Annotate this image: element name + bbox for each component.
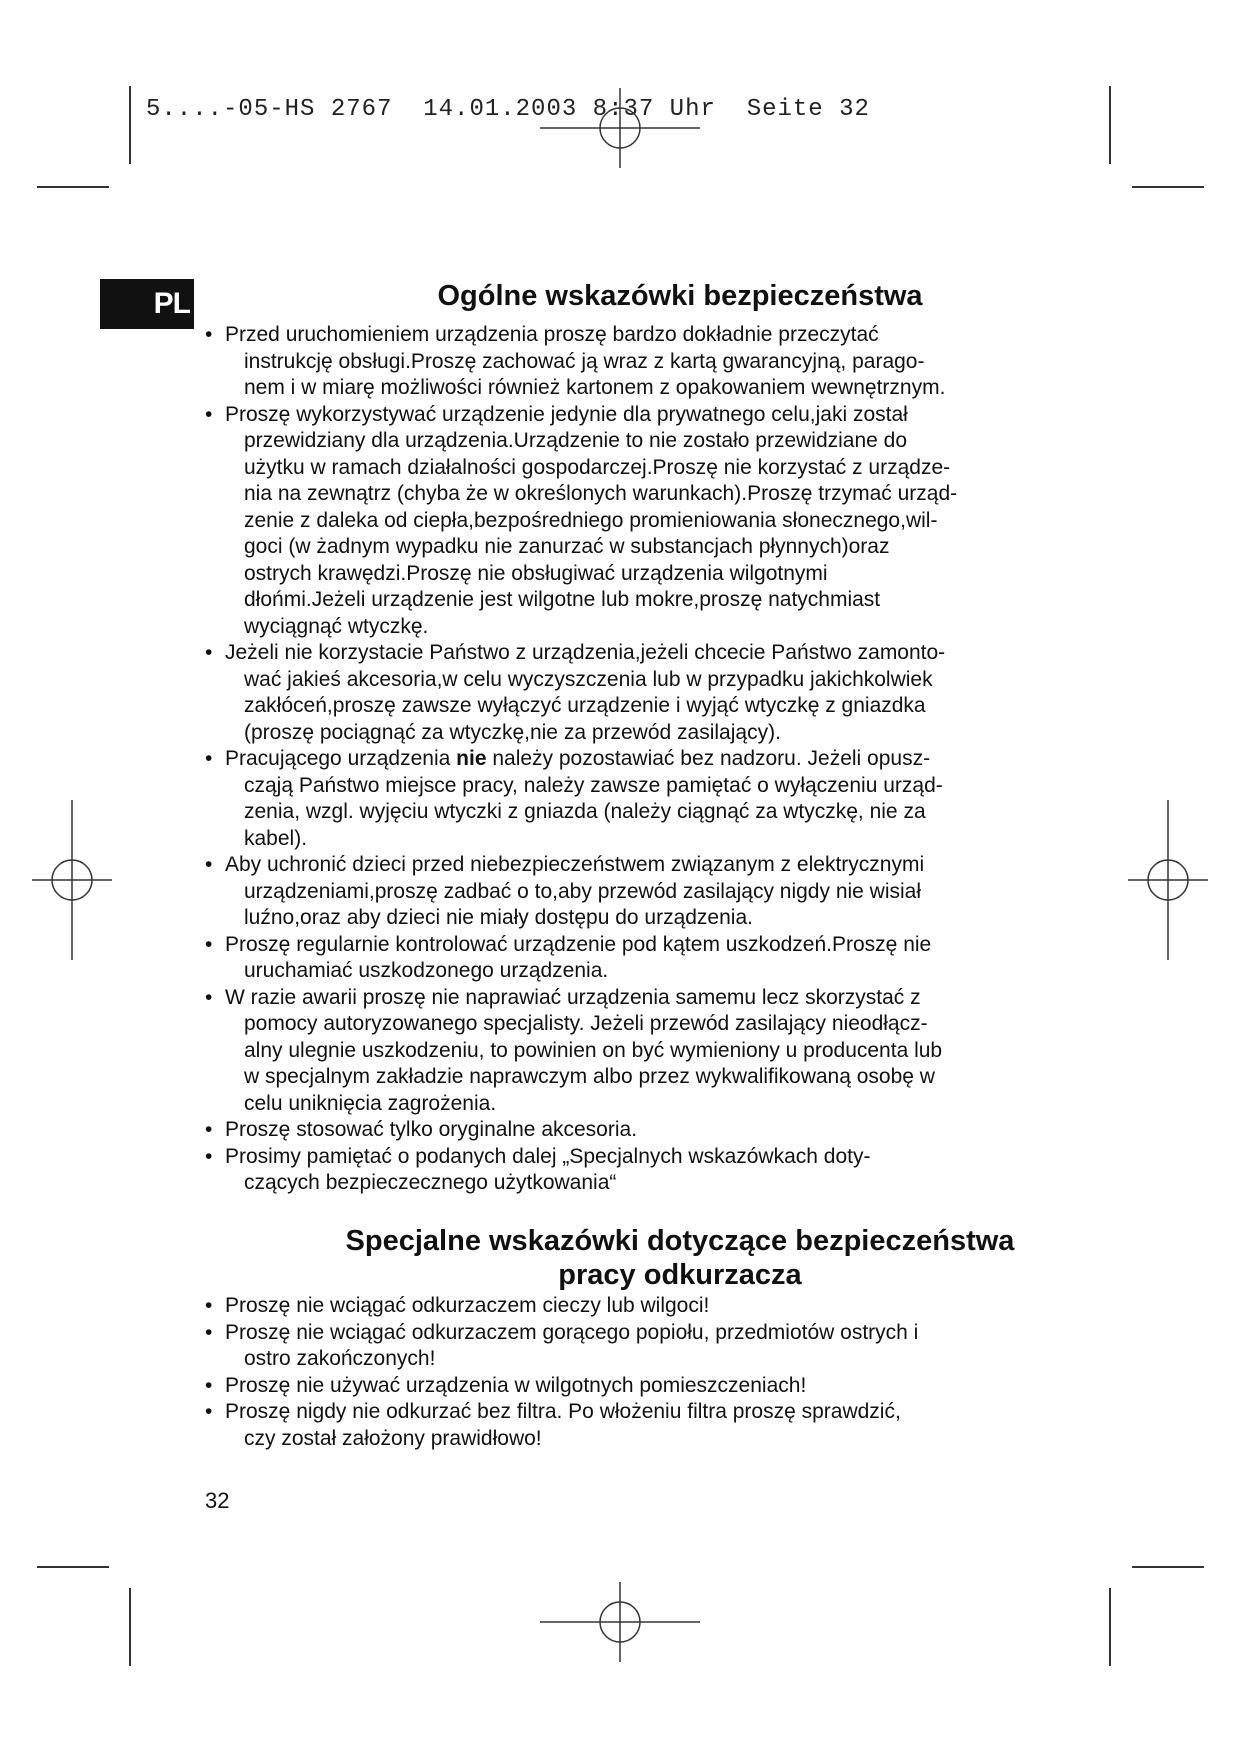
title-line: pracy odkurzacza [558, 1259, 802, 1291]
list-line: zenia, wzgl. wyjęciu wtyczki z gniazda (należy ciągnąć za wtyczkę, nie za [244, 800, 926, 823]
list-line: kabel). [244, 826, 308, 850]
crop-mark [129, 86, 131, 164]
list-line: • W razie awarii proszę nie naprawiać urządzenia samemu lecz skorzystać z [225, 985, 921, 1009]
list-line: ostrych krawędzi.Proszę nie obsługiwać urządzenia wilgotnymi [244, 561, 828, 585]
page-number: 32 [205, 1488, 230, 1513]
list-line: • Proszę stosować tylko oryginalne akcesoria. [225, 1118, 638, 1141]
list-line: • Aby uchronić dzieci przed niebezpieczeństwem związanym z elektrycznymi [225, 853, 925, 876]
list-line: celu uniknięcia zagrożenia. [244, 1091, 497, 1115]
list-line: ostro zakończonych! [244, 1347, 436, 1370]
list-line: urządzeniami,proszę zadbać o to,aby przewód zasilający nigdy nie wisiał [244, 879, 922, 903]
list-line: wać jakieś akcesoria,w celu wyczyszczenia lub w przypadku jakichkolwiek [244, 667, 933, 691]
list-item [205, 746, 1165, 852]
list-line: cząją Państwo miejsce pracy, należy zawsze pamiętać o wyłączeniu urząd- [244, 773, 943, 797]
list-item [205, 1399, 1165, 1452]
list-line: • Proszę nie wciągać odkurzaczem gorącego popiołu, przedmiotów ostrych i [225, 1320, 919, 1344]
text-span: należy pozostawiać bez nadzoru. Jeżeli opusz- [486, 747, 931, 770]
crop-mark [129, 1588, 131, 1666]
list-line: goci (w żadnym wypadku nie zanurzać w substancjach płynnych)oraz [244, 535, 890, 558]
list-line: dłońmi.Jeżeli urządzenie jest wilgotne lub mokre,proszę natychmiast [244, 588, 881, 611]
crop-mark [1109, 86, 1111, 164]
list-line [225, 746, 1165, 773]
section-title-vacuum-safety [200, 1224, 1160, 1292]
title-line: Specjalne wskazówki dotyczące bezpieczeństwa [345, 1225, 1015, 1257]
list-line: zenie z daleka od ciepła,bezpośredniego promieniowania słonecznego,wil- [244, 508, 938, 532]
crop-mark [1109, 1588, 1111, 1666]
list-item [205, 1373, 1165, 1400]
list-item [205, 640, 1165, 746]
list-item [205, 1293, 1165, 1320]
list-item [205, 932, 1165, 985]
list-line: • Przed uruchomieniem urządzenia proszę bardzo dokładnie przeczytać [225, 323, 879, 346]
registration-mark-icon [540, 1582, 700, 1662]
crop-mark [37, 186, 109, 188]
list-line: • Proszę nigdy nie odkurzać bez filtra. Po włożeniu filtra proszę sprawdzić, [225, 1400, 901, 1423]
emphasis-text: nie [456, 747, 487, 770]
list-item [205, 852, 1165, 932]
list-item [205, 1144, 1165, 1197]
list-line: pomocy autoryzowanego specjalisty. Jeżeli przewód zasilający nieodłącz- [244, 1012, 928, 1035]
list-line: alny ulegnie uszkodzeniu, to powinien on być wymieniony u producenta lub [244, 1038, 943, 1062]
list-line: • Proszę nie używać urządzenia w wilgotnych pomieszczeniach! [225, 1373, 807, 1397]
section-title-general-safety: Ogólne wskazówki bezpieczeństwa [437, 280, 923, 312]
language-tab: PL [100, 279, 194, 329]
list-line: nia na zewnątrz (chyba że w określonych warunkach).Proszę trzymać urząd- [244, 482, 958, 505]
list-item [205, 402, 1165, 641]
list-line: czących bezpieczecznego użytkowania“ [244, 1171, 617, 1194]
list-line: uruchamiać uszkodzonego urządzenia. [244, 959, 609, 982]
list-line: zakłóceń,proszę zawsze wyłączyć urządzenie i wyjąć wtyczkę z gniazdka [244, 694, 926, 717]
list-line: czy został założony prawidłowo! [244, 1426, 542, 1450]
list-line: użytku w ramach działalności gospodarczej.Proszę nie korzystać z urządze- [244, 455, 951, 479]
list-line: • Proszę regularnie kontrolować urządzenie pod kątem uszkodzeń.Proszę nie [225, 932, 932, 956]
list-line: instrukcję obsługi.Proszę zachować ją wraz z kartą gwarancyjną, parago- [244, 349, 925, 373]
registration-mark-icon [540, 88, 700, 168]
list-item [205, 985, 1165, 1118]
list-line: wyciągnąć wtyczkę. [244, 614, 429, 638]
registration-mark-icon [32, 800, 112, 960]
list-line: luźno,oraz aby dzieci nie miały dostępu do urządzenia. [244, 906, 753, 929]
general-safety-list [205, 322, 1165, 1197]
list-line: przewidziany dla urządzenia.Urządzenie to nie zostało przewidziane do [244, 429, 908, 452]
list-line: • Jeżeli nie korzystacie Państwo z urządzenia,jeżeli chcecie Państwo zamonto- [225, 641, 946, 664]
list-line: w specjalnym zakładzie naprawczym albo przez wykwalifikowaną osobę w [244, 1065, 935, 1088]
crop-mark [37, 1566, 109, 1568]
list-line: • Proszę nie wciągać odkurzaczem cieczy lub wilgoci! [225, 1294, 710, 1317]
list-item [205, 1320, 1165, 1373]
list-line: nem i w miarę możliwości również kartonem z opakowaniem wewnętrznym. [244, 376, 946, 399]
vacuum-safety-list [205, 1293, 1165, 1452]
list-item [205, 322, 1165, 402]
list-line: (proszę pociągnąć za wtyczkę,nie za przewód zasilający). [244, 720, 781, 744]
text-span: Pracującego urządzenia [225, 747, 457, 770]
crop-mark [1132, 186, 1204, 188]
print-slug: 5....-05-HS 2767 14.01.2003 8:37 Uhr Seite 32 [146, 96, 870, 123]
list-item [205, 1117, 1165, 1144]
list-line: • Prosimy pamiętać o podanych dalej „Specjalnych wskazówkach doty- [225, 1144, 871, 1168]
crop-mark [1132, 1566, 1204, 1568]
list-line: • Proszę wykorzystywać urządzenie jedynie dla prywatnego celu,jaki został [225, 402, 908, 426]
